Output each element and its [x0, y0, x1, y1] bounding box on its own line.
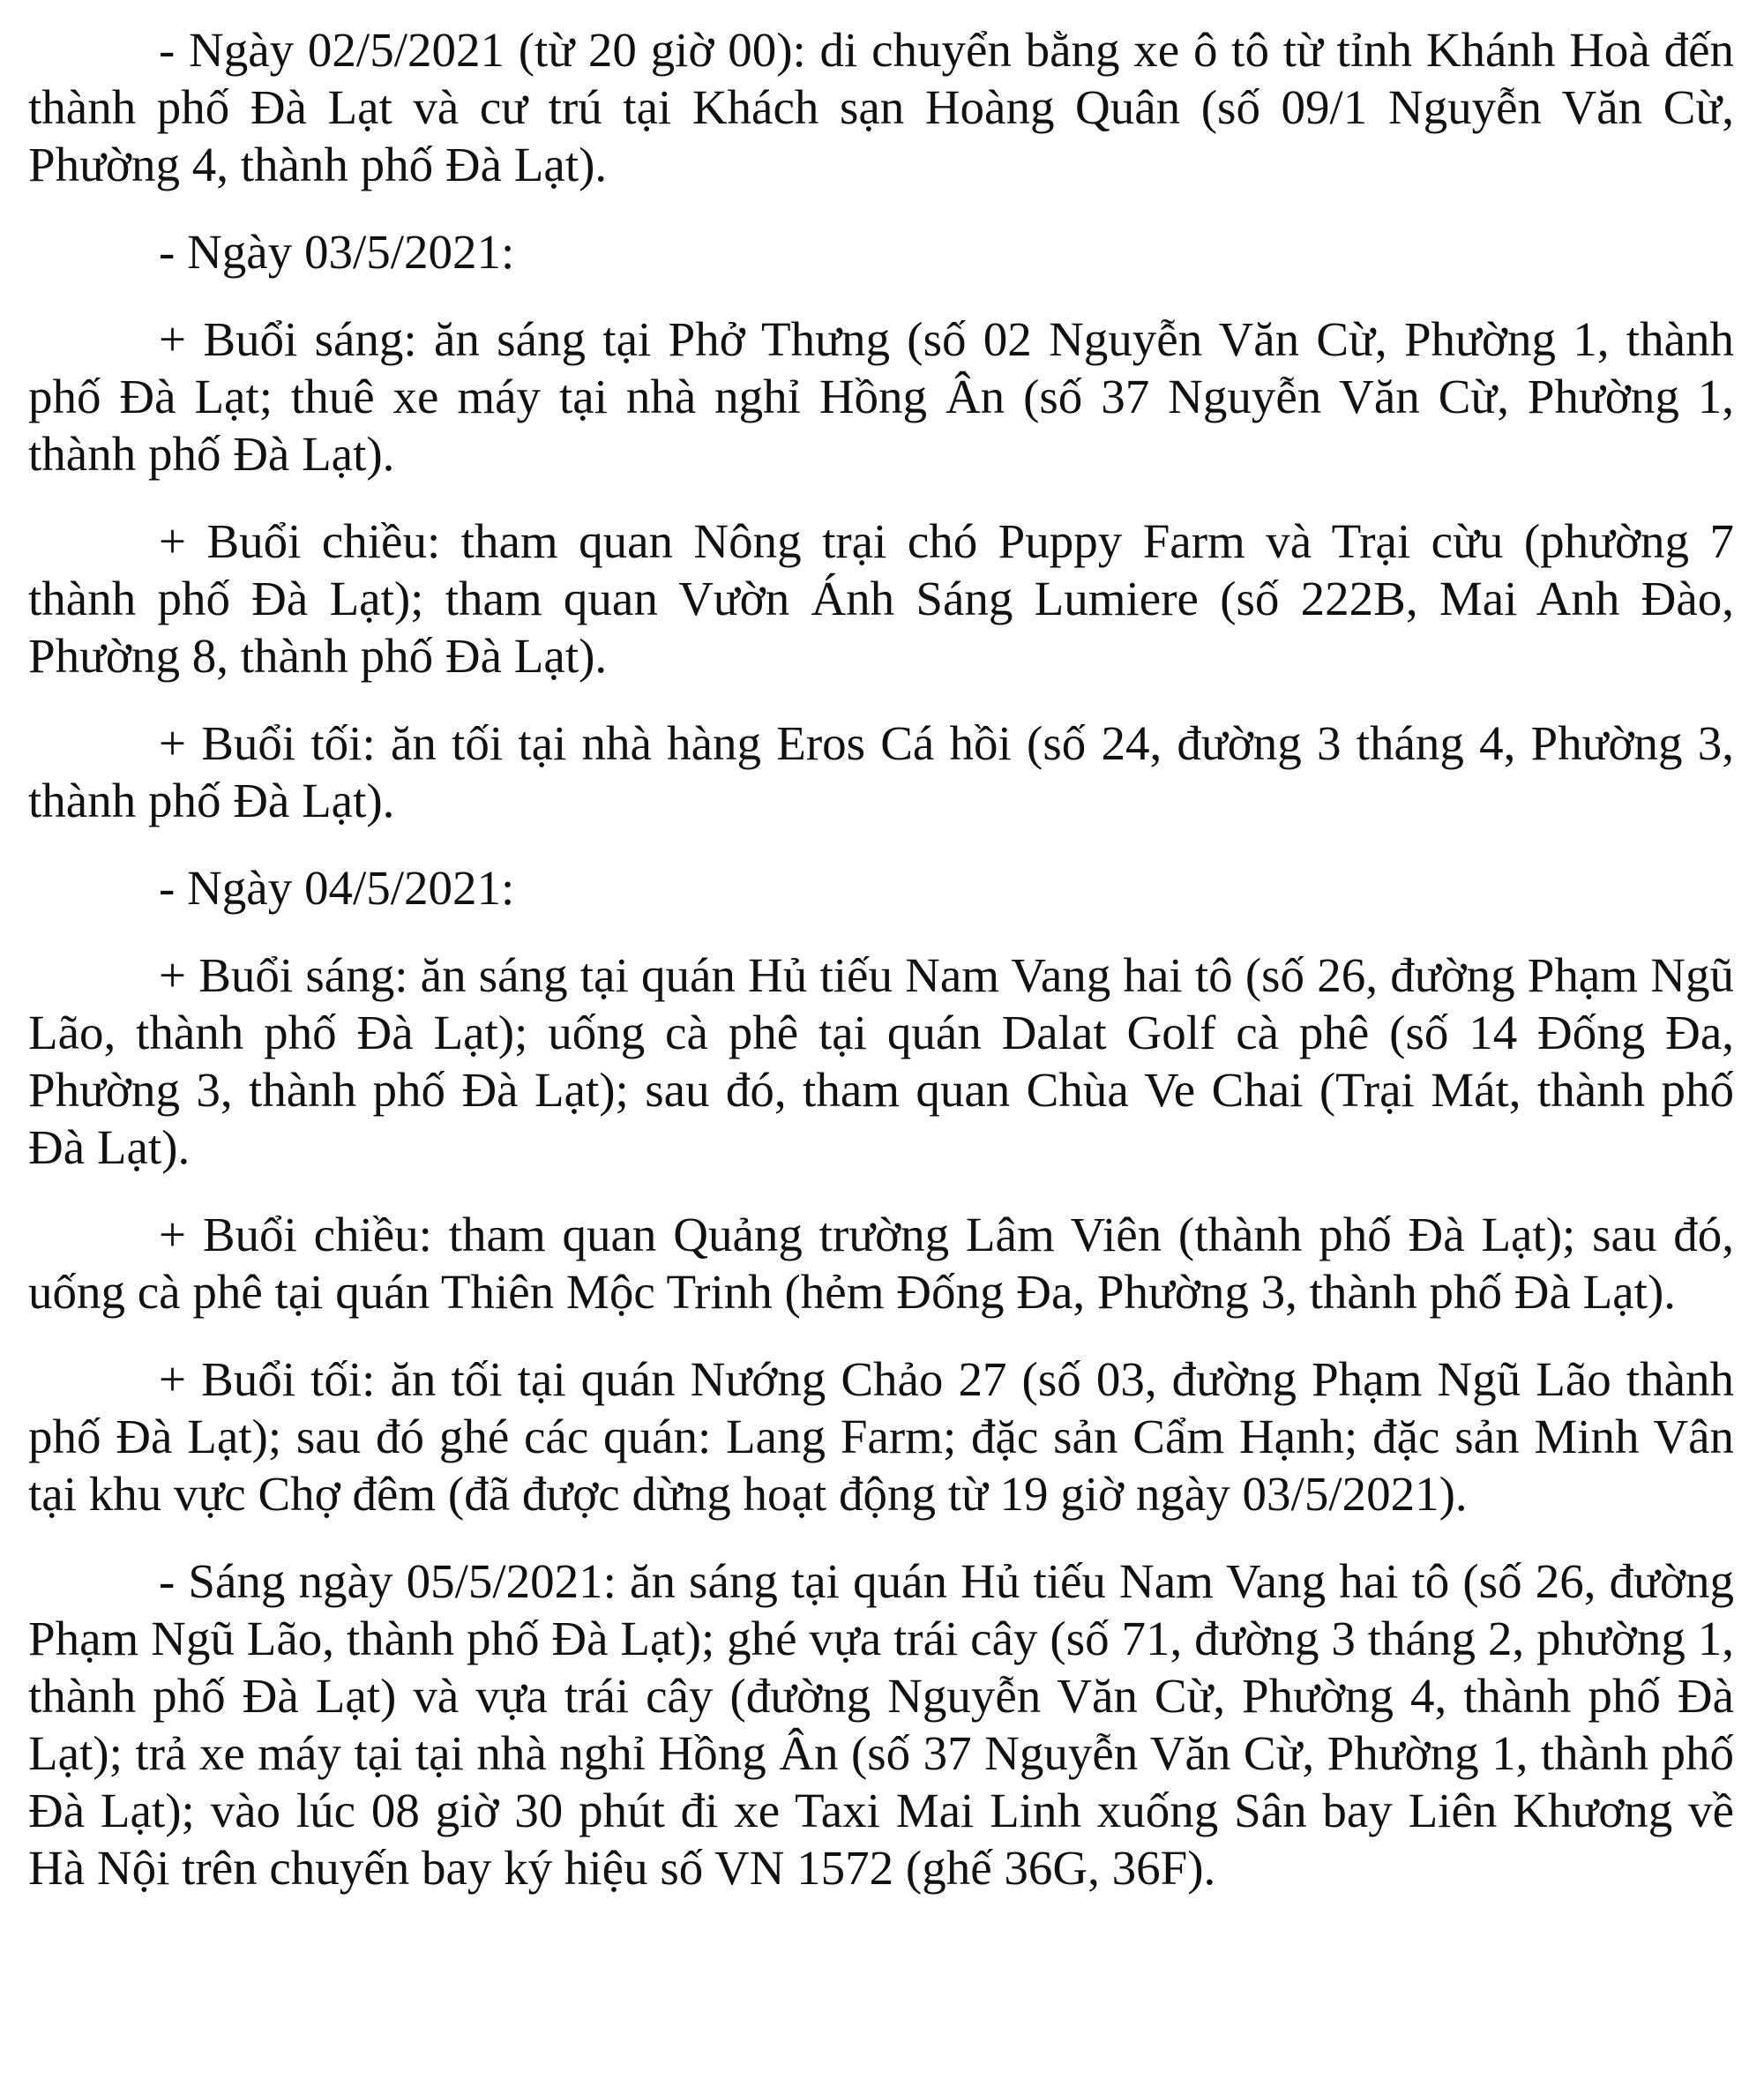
paragraph-day-03-05-morning: + Buổi sáng: ăn sáng tại Phở Thưng (số 02 Nguyễn Văn Cừ, Phường 1, thành phố Đà Lạt; thuê xe máy tại nhà nghỉ Hồng Ân (số 37 Nguyễn Văn Cừ, Phường 1, thành phố Đà Lạt).: [28, 312, 1734, 481]
paragraph-day-03-05-afternoon: + Buổi chiều: tham quan Nông trại chó Puppy Farm và Trại cừu (phường 7 thành phố Đà Lạt); tham quan Vườn Ánh Sáng Lumiere (số 222B, Mai Anh Đào, Phường 8, thành phố Đà Lạt).: [28, 514, 1734, 683]
paragraph-day-04-05-morning: + Buổi sáng: ăn sáng tại quán Hủ tiếu Nam Vang hai tô (số 26, đường Phạm Ngũ Lão, thành phố Đà Lạt); uống cà phê tại quán Dalat Golf cà phê (số 14 Đống Đa, Phường 3, thành phố Đà Lạt); sau đó, tham quan Chùa Ve Chai (Trại Mát, thành phố Đà Lạt).: [28, 948, 1734, 1174]
paragraph-day-05-05-morning: - Sáng ngày 05/5/2021: ăn sáng tại quán Hủ tiếu Nam Vang hai tô (số 26, đường Phạm Ngũ Lão, thành phố Đà Lạt); ghé vựa trái cây (số 71, đường 3 tháng 2, phường 1, thành phố Đà Lạt) và vựa trái cây (đường Nguyễn Văn Cừ, Phường 4, thành phố Đà Lạt); trả xe máy tại tại nhà nghỉ Hồng Ân (số 37 Nguyễn Văn Cừ, Phường 1, thành phố Đà Lạt); vào lúc 08 giờ 30 phút đi xe Taxi Mai Linh xuống Sân bay Liên Khương về Hà Nội trên chuyến bay ký hiệu số VN 1572 (ghế 36G, 36F).: [28, 1554, 1734, 1895]
paragraph-day-03-05-evening: + Buổi tối: ăn tối tại nhà hàng Eros Cá hồi (số 24, đường 3 tháng 4, Phường 3, thành phố Đà Lạt).: [28, 716, 1734, 827]
paragraph-day-04-05-heading: - Ngày 04/5/2021:: [159, 861, 515, 915]
paragraph-day-04-05-evening: + Buổi tối: ăn tối tại quán Nướng Chảo 27 (số 03, đường Phạm Ngũ Lão thành phố Đà Lạt); sau đó ghé các quán: Lang Farm; đặc sản Cẩm Hạnh; đặc sản Minh Vân tại khu vực Chợ đêm (đã được dừng hoạt động từ 19 giờ ngày 03/5/2021).: [28, 1352, 1734, 1521]
paragraph-day-03-05-heading: - Ngày 03/5/2021:: [159, 225, 515, 279]
paragraph-day-04-05-afternoon: + Buổi chiều: tham quan Quảng trường Lâm Viên (thành phố Đà Lạt); sau đó, uống cà phê tại quán Thiên Mộc Trinh (hẻm Đống Đa, Phường 3, thành phố Đà Lạt).: [28, 1208, 1734, 1319]
paragraph-day-02-05: - Ngày 02/5/2021 (từ 20 giờ 00): di chuyển bằng xe ô tô từ tỉnh Khánh Hoà đến thành phố Đà Lạt và cư trú tại Khách sạn Hoàng Quân (số 09/1 Nguyễn Văn Cừ, Phường 4, thành phố Đà Lạt).: [28, 23, 1734, 191]
